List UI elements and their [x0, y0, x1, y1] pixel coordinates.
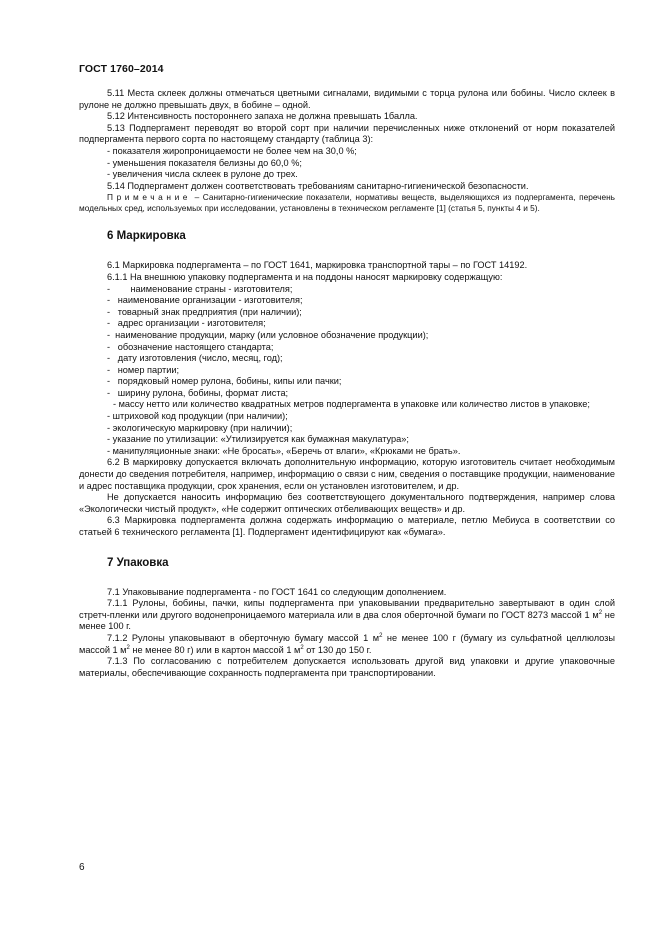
clause-6-2: 6.2 В маркировку допускается включать дополнительную информацию, которую изготовитель считает необходимым донести до сведения потребителя, например, информацию о связи с ним, сведения о поставщике продукции, наименование и адрес поставщика продукции, срок хранения, если он установлен изготовителем, и др.	[79, 457, 615, 491]
clause-text: не менее 100 г (бумагу из сульфатной целлюлозы массой 1 м	[79, 632, 615, 655]
clause-5-14: 5.14 Подпергамент должен соответствовать требованиям санитарно-гигиенической безопасности.	[107, 180, 529, 191]
list-item: - показателя жиропроницаемости не более чем на 30,0 %;	[107, 145, 357, 156]
list-item: - адрес организации - изготовителя;	[107, 318, 266, 329]
page-number: 6	[79, 862, 85, 873]
superscript: 2	[598, 609, 603, 616]
clause-7-1-1	[79, 598, 615, 633]
list-item: - ширину рулона, бобины, формат листа;	[107, 387, 289, 398]
list-item: - наименование организации - изготовителя;	[107, 295, 303, 306]
clause-7-1-2	[79, 633, 615, 656]
list-item: - штриховой код продукции (при наличии);	[107, 411, 288, 422]
list-item: - манипуляционные знаки: «Не бросать», «Беречь от влаги», «Крюками не брать».	[107, 445, 461, 456]
list-item: - наименование продукции, марку (или условное обозначение продукции);	[107, 329, 429, 340]
list-item: - экологическую маркировку (при наличии);	[107, 422, 293, 433]
list-item: - обозначение настоящего стандарта;	[107, 341, 274, 352]
superscript: 2	[126, 644, 130, 651]
clause-7-1: 7.1 Упаковывание подпергамента - по ГОСТ 1641 со следующим дополнением.	[107, 586, 447, 597]
clause-text: 7.1.2 Рулоны упаковывают в оберточную бумагу массой 1 м	[107, 632, 380, 643]
clause-5-11: 5.11 Места склеек должны отмечаться цветными сигналами, видимыми с торца рулона или бобины. Число склеек в рулоне не должно превышать двух, в бобине – одной.	[79, 88, 615, 110]
list-item: - номер партии;	[107, 364, 180, 375]
clause-7-1-3: 7.1.3 По согласованию с потребителем допускается использовать другой вид упаковки и другие упаковочные материалы, обеспечивающие сохранность подпергамента при транспортировании.	[79, 656, 615, 678]
clause-text: не менее 100 г.	[79, 609, 615, 632]
clause-5-13: 5.13 Подпергамент переводят во второй сорт при наличии перечисленных ниже отклонений от норм показателей подпергамента первого сорта по настоящему стандарту (таблица 3):	[79, 122, 615, 145]
list-item: - порядковый номер рулона, бобины, кипы или пачки;	[107, 376, 342, 387]
clause-text: 7.1.1 Рулоны, бобины, пачки, кипы подпергамента при упаковывании предварительно завертывают в один слой стретч-пленки или другого водонепроницаемого материала или в два слоя оберточной бумаги по ГОСТ 8273 массой 1 м	[79, 598, 615, 620]
note-text: – Санитарно-гигиенические показатели, нормативы веществ, выделяющихся из подпергамента, перечень модельных сред, используемых при исследовании, установлены в техническом регламенте [1] (статья 5, пункты 4 и 5).	[79, 192, 615, 213]
clause-6-2-note: Не допускается наносить информацию без соответствующего документального подтверждения, например слова «Экологически чистый продукт», «Не содержит оптических отбеливающих веществ» и др.	[79, 492, 615, 514]
document-body	[79, 88, 615, 679]
list-item: - товарный знак предприятия (при наличии);	[107, 306, 302, 317]
clause-6-1-1: 6.1.1 На внешнюю упаковку подпергамента и на поддоны наносят маркировку содержащую:	[107, 271, 503, 282]
clause-6-1: 6.1 Маркировка подпергамента – по ГОСТ 1641, маркировка транспортной тары – по ГОСТ 14192.	[107, 260, 528, 271]
section-7-title: 7 Упаковка	[107, 556, 169, 569]
list-item: - массу нетто или количество квадратных метров подпергамента в упаковке или количество листов в упаковке;	[113, 399, 590, 410]
clause-5-12: 5.12 Интенсивность постороннего запаха не должна превышать 1балла.	[107, 111, 418, 122]
superscript: 2	[300, 644, 304, 651]
clause-text: не менее 80 г) или в картон массой 1 м	[129, 644, 301, 655]
list-item: - уменьшения показателя белизны до 60,0 %;	[107, 157, 302, 168]
section-6-title: 6 Маркировка	[107, 230, 186, 243]
superscript: 2	[379, 632, 383, 639]
list-item: - указание по утилизации: «Утилизируется как бумажная макулатура»;	[107, 434, 409, 445]
note-label: Примечание	[107, 192, 192, 203]
list-item: - дату изготовления (число, месяц, год);	[107, 353, 283, 364]
clause-text: от 130 до 150 г.	[303, 644, 372, 655]
note	[79, 192, 615, 213]
list-item: - наименование страны - изготовителя;	[107, 283, 293, 294]
clause-6-3: 6.3 Маркировка подпергамента должна содержать информацию о материале, петлю Мебиуса в соответствии со статьей 6 технического регламента [1]. Подпергамент идентифицируют как «бумага».	[79, 515, 615, 537]
document-header: ГОСТ 1760–2014	[79, 63, 164, 75]
list-item: - увеличения числа склеек в рулоне до трех.	[107, 169, 298, 180]
